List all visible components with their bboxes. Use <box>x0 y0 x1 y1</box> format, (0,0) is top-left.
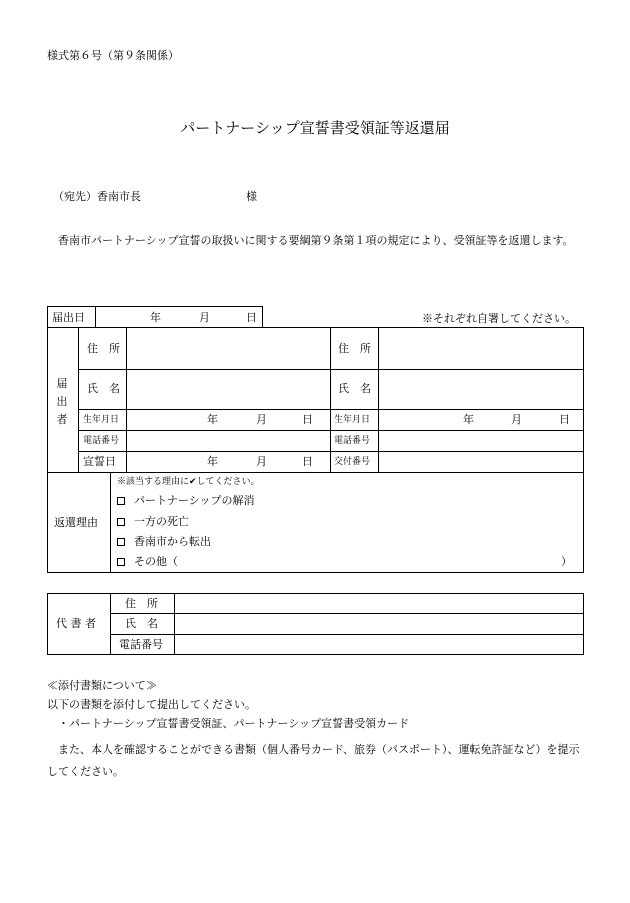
oath-year: 年 <box>207 455 218 468</box>
reason-other-close-paren: ） <box>561 555 572 568</box>
applicant-group-label: 届出者 <box>56 377 68 426</box>
oath-month: 月 <box>256 455 267 468</box>
signature-note: ※それぞれ自署してください。 <box>422 312 576 325</box>
proxy-label: 代 書 者 <box>56 617 96 630</box>
statement-text: 香南市パートナーシップ宣誓の取扱いに関する要綱第９条第１項の規定により、受領証等を返還します。 <box>58 234 574 247</box>
proxy-phone-field[interactable] <box>175 635 583 654</box>
applicant2-birthdate-label: 生年月日 <box>334 415 371 425</box>
proxy-address-field[interactable] <box>175 594 583 613</box>
applicant1-address-label: 住 所 <box>87 342 120 355</box>
proxy-name-label: 氏 名 <box>125 617 158 630</box>
attachments-line1: 以下の書類を添付して提出してください。 <box>47 698 256 711</box>
submission-month-label: 月 <box>199 311 210 324</box>
applicant1-birth-day: 日 <box>302 413 313 426</box>
proxy-phone-label: 電話番号 <box>119 638 163 651</box>
applicant2-birth-year: 年 <box>463 413 474 426</box>
applicant1-birthdate-label: 生年月日 <box>83 415 120 425</box>
applicant1-phone-field[interactable] <box>127 431 329 451</box>
applicant2-birth-day: 日 <box>559 413 570 426</box>
submission-day-label: 日 <box>246 311 257 324</box>
form-number: 様式第６号（第９条関係） <box>47 49 179 62</box>
applicant2-name-field[interactable] <box>379 370 583 409</box>
reason-option-moved-out[interactable]: 香南市から転出 <box>117 535 211 549</box>
checkbox-other[interactable] <box>117 558 125 566</box>
addressee-suffix: 様 <box>246 190 257 203</box>
applicant1-name-label: 氏 名 <box>87 382 120 395</box>
applicant1-birth-year: 年 <box>207 413 218 426</box>
submission-year-label: 年 <box>150 311 161 324</box>
checkbox-moved-out[interactable] <box>117 538 125 546</box>
applicant2-address-label: 住 所 <box>338 342 371 355</box>
issue-number-label: 交付番号 <box>334 457 371 467</box>
page-title: パートナーシップ宣誓書受領証等返還届 <box>180 119 450 137</box>
submission-date-label: 届出日 <box>52 311 85 324</box>
attachments-bullet: ・パートナーシップ宣誓書受領証、パートナーシップ宣誓書受領カード <box>58 717 410 730</box>
oath-day: 日 <box>302 455 313 468</box>
applicant1-phone-label: 電話番号 <box>83 436 120 446</box>
reason-option-other[interactable]: その他（ <box>117 555 178 569</box>
applicant2-birth-month: 月 <box>511 413 522 426</box>
reason-option-dissolution[interactable]: パートナーシップの解消 <box>117 494 255 508</box>
applicant1-address-field[interactable] <box>127 328 329 369</box>
applicant2-phone-label: 電話番号 <box>334 436 371 446</box>
proxy-name-field[interactable] <box>175 614 583 634</box>
applicant2-address-field[interactable] <box>379 328 583 369</box>
applicant1-name-field[interactable] <box>127 370 329 409</box>
oath-date-label: 宣誓日 <box>83 455 116 468</box>
addressee-prefix: （宛先）香南市長 <box>53 190 141 203</box>
checkbox-death[interactable] <box>117 518 125 526</box>
reason-option-death[interactable]: 一方の死亡 <box>117 515 189 529</box>
attachments-line2: また、本人を確認することができる書類（個人番号カード、旅券（パスポート）、運転免許証など）を提示してください。 <box>47 743 580 778</box>
attachments-heading: ≪添付書類について≫ <box>47 679 157 692</box>
applicant2-phone-field[interactable] <box>379 431 583 451</box>
reason-label: 返還理由 <box>54 516 98 529</box>
issue-number-field[interactable] <box>379 452 583 472</box>
applicant1-birth-month: 月 <box>256 413 267 426</box>
proxy-address-label: 住 所 <box>125 597 158 610</box>
checkbox-dissolution[interactable] <box>117 497 125 505</box>
reason-instruction: ※該当する理由に✔してください。 <box>117 477 260 487</box>
applicant2-name-label: 氏 名 <box>338 382 371 395</box>
